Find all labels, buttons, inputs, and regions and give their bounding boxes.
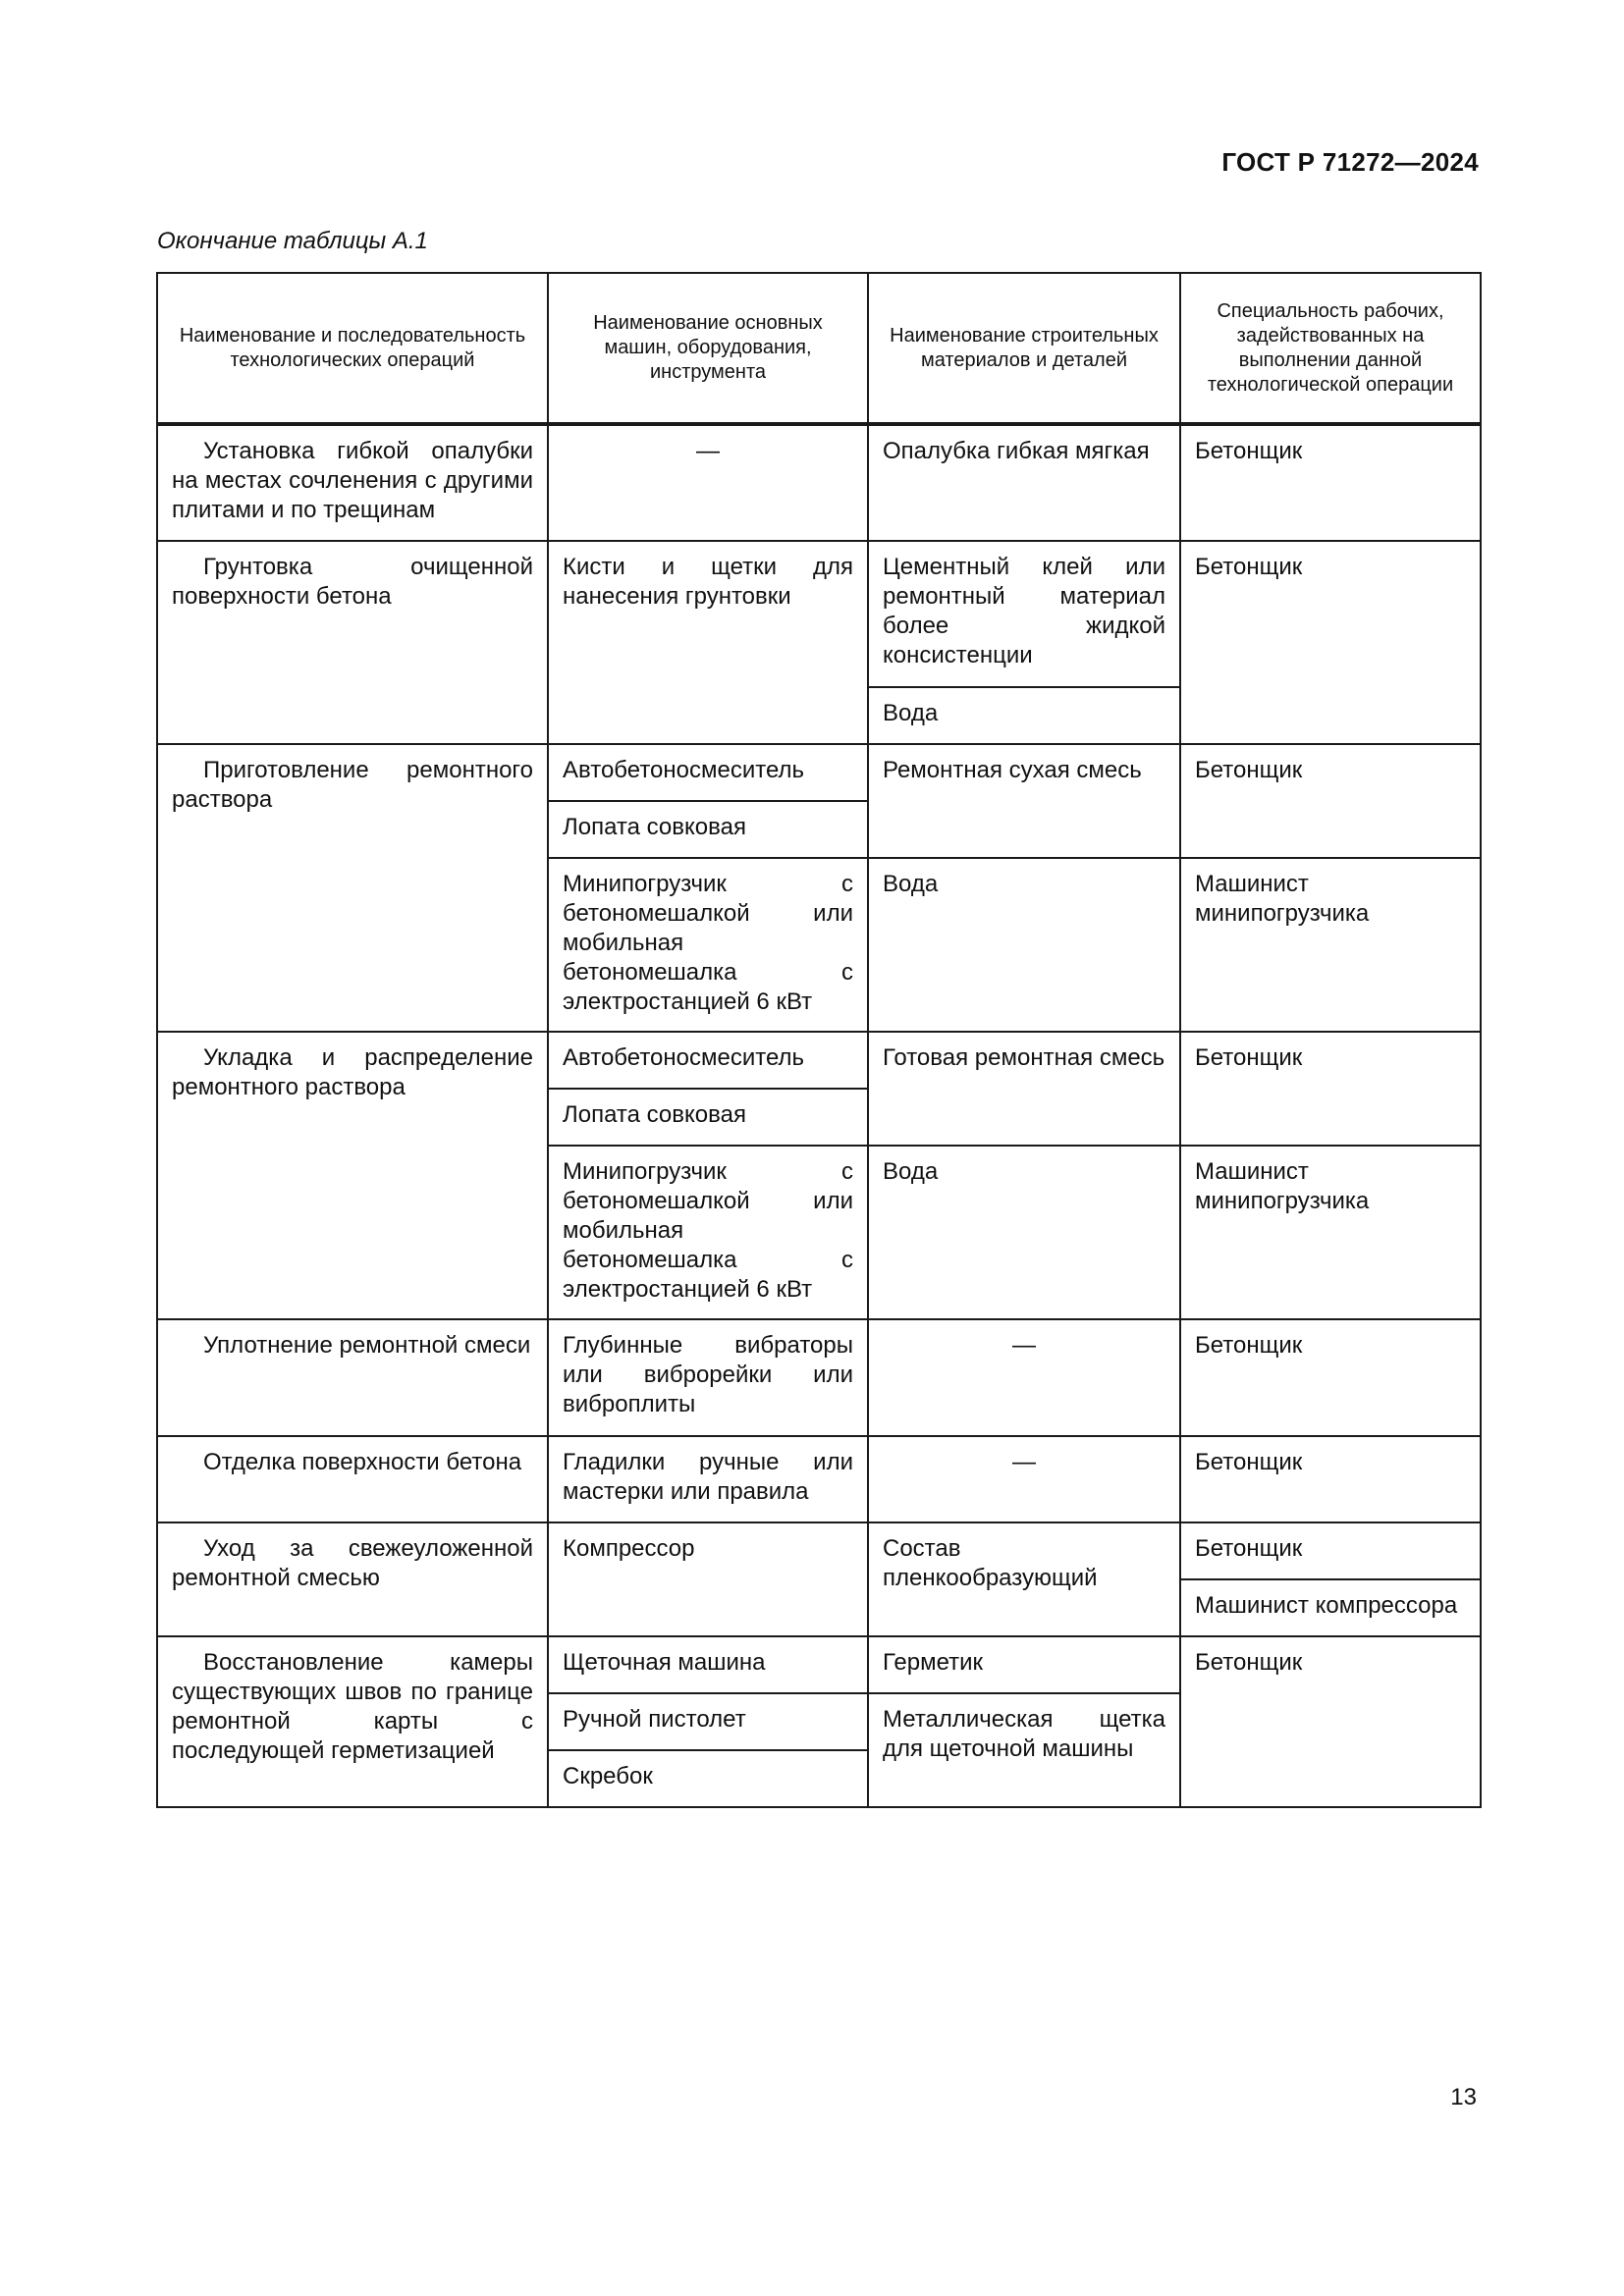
table-row [157,1032,1481,1089]
worker-cell: Бетонщик [1180,541,1481,744]
operation-cell: Грунтовка очищенной поверхности бетона [157,541,548,744]
column-header: Наименование строительных материалов и деталей [868,273,1180,424]
material-cell: Вода [868,687,1180,744]
machine-cell: Лопата совковая [548,1089,868,1146]
operation-cell: Установка гибкой опалубки на местах сочленения с другими плитами и по трещинам [157,424,548,541]
machine-cell: Скребок [548,1750,868,1807]
machine-cell: Минипогрузчик с бетономешалкой или мобильная бетономешалка с электростанцией 6 кВт [548,1146,868,1319]
material-cell: Цементный клей или ремонтный материал более жидкой консистенции [868,541,1180,687]
machine-cell: Глубинные вибраторы или виброрейки или виброплиты [548,1319,868,1436]
table-row [157,1319,1481,1436]
operations-table [156,272,1482,1808]
material-cell: Состав пленкообразующий [868,1522,1180,1636]
document-number: ГОСТ Р 71272—2024 [1221,147,1479,177]
material-cell: Опалубка гибкая мягкая [868,424,1180,541]
table-row [157,744,1481,801]
material-cell: Вода [868,1146,1180,1319]
machine-cell: Гладилки ручные или мастерки или правила [548,1436,868,1522]
machine-cell: — [548,424,868,541]
worker-cell: Машинист компрессора [1180,1579,1481,1636]
worker-cell: Машинист минипогрузчика [1180,858,1481,1032]
table-caption: Окончание таблицы А.1 [157,228,428,254]
worker-cell: Бетонщик [1180,744,1481,858]
operation-cell: Укладка и распределение ремонтного раствора [157,1032,548,1319]
table-row [157,1636,1481,1693]
machine-cell: Лопата совковая [548,801,868,858]
worker-cell: Бетонщик [1180,1032,1481,1146]
material-cell: Готовая ремонтная смесь [868,1032,1180,1146]
column-header: Наименование основных машин, оборудования, инструмента [548,273,868,424]
table-header-row [157,273,1481,424]
material-cell: Металлическая щетка для щеточной машины [868,1693,1180,1807]
machine-cell: Автобетоносмеситель [548,744,868,801]
table-row [157,424,1481,541]
worker-cell: Бетонщик [1180,424,1481,541]
column-header: Специальность рабочих, задействованных на выполнении данной технологической операции [1180,273,1481,424]
machine-cell: Компрессор [548,1522,868,1636]
machine-cell: Щеточная машина [548,1636,868,1693]
machine-cell: Кисти и щетки для нанесения грунтовки [548,541,868,744]
machine-cell: Ручной пистолет [548,1693,868,1750]
table-row [157,1522,1481,1579]
worker-cell: Бетонщик [1180,1636,1481,1807]
worker-cell: Машинист минипогрузчика [1180,1146,1481,1319]
material-cell: Герметик [868,1636,1180,1693]
page-number: 13 [1450,2084,1477,2110]
machine-cell: Автобетоносмеситель [548,1032,868,1089]
material-cell: — [868,1436,1180,1522]
worker-cell: Бетонщик [1180,1436,1481,1522]
material-cell: Ремонтная сухая смесь [868,744,1180,858]
material-cell: Вода [868,858,1180,1032]
operation-cell: Восстановление камеры существующих швов по границе ремонтной карты с последующей герметизацией [157,1636,548,1807]
worker-cell: Бетонщик [1180,1319,1481,1436]
worker-cell: Бетонщик [1180,1522,1481,1579]
column-header: Наименование и последовательность технологических операций [157,273,548,424]
table-row [157,1436,1481,1522]
operation-cell: Приготовление ремонтного раствора [157,744,548,1032]
machine-cell: Минипогрузчик с бетономешалкой или мобильная бетономешалка с электростанцией 6 кВт [548,858,868,1032]
operation-cell: Уход за свежеуложенной ремонтной смесью [157,1522,548,1636]
operation-cell: Уплотнение ремонтной смеси [157,1319,548,1436]
operation-cell: Отделка поверхности бетона [157,1436,548,1522]
material-cell: — [868,1319,1180,1436]
table-row [157,541,1481,687]
